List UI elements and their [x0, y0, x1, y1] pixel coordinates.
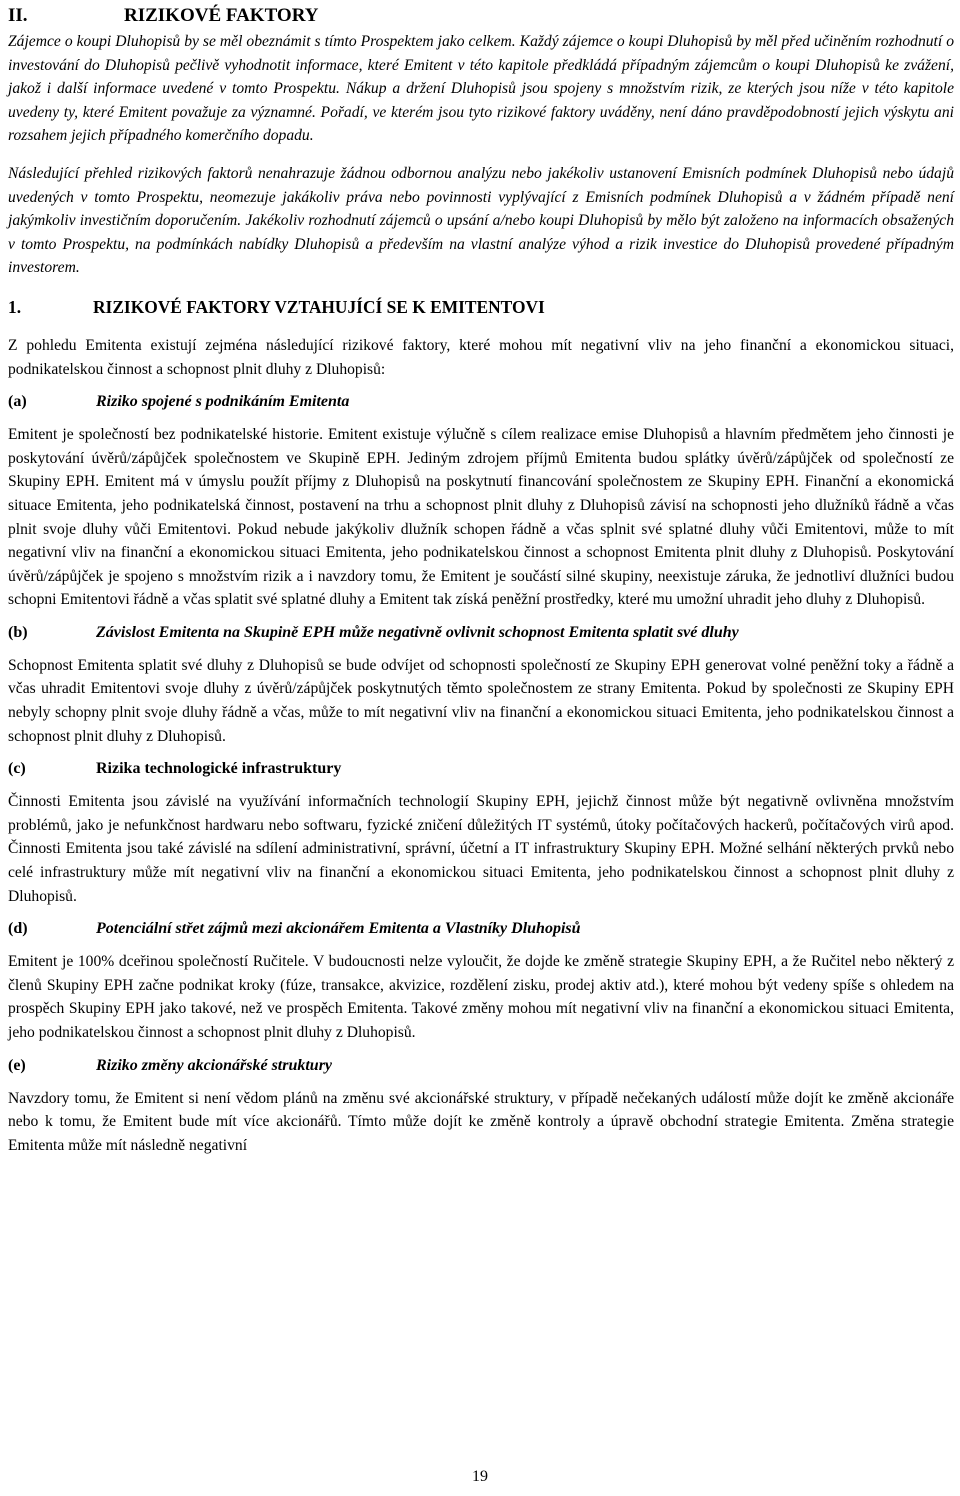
risk-heading-c [8, 757, 954, 781]
risk-heading-e [8, 1054, 954, 1078]
section-number: 1. [8, 296, 22, 317]
intro-paragraph-1: Zájemce o koupi Dluhopisů by se měl obeznámit s tímto Prospektem jako celkem. Každý zájemce o koupi Dluhopisů by měl před učiněním rozhodnutí o investování do Dluhopisů pečlivě vyhodnotit informace, které Emitent v této kapitole předkládá případným zájemcům o koupi Dluhopisů ke zvážení, jakož i další informace uvedené v tomto Prospektu. Nákup a držení Dluhopisů jsou spojeny s množstvím rizik, ze kterých jsou níže v této kapitole uvedeny ty, které Emitent považuje za významné. Pořadí, ve kterém jsou tyto rizikové faktory uváděny, není dáno pravděpodobností jejich výskytu ani rozsahem jejich případného komerčního dopadu. [8, 33, 954, 145]
risk-text-a: Emitent je společností bez podnikatelské historie. Emitent existuje výlučně s cílem realizace emise Dluhopisů a hlavním předmětem jeho činnosti je poskytování úvěrů/zápůjček společnostem ve Skupině EPH. Jediným zdrojem příjmů Emitenta budou splátky úvěrů/zápůjček od společností ze Skupiny EPH. Emitent má v úmyslu použít příjmy z Dluhopisů na poskytnutí financování společnostem ze Skupiny EPH. Finanční a ekonomická situace Emitenta, jeho podnikatelská činnost, postavení na trhu a schopnost plnit dluhy z Dluhopisů závisí na schopnosti jeho dlužníků řádně a včas plnit svoje dluhy vůči Emitentovi. Pokud nebude jakýkoliv dlužník schopen řádně a včas splnit své splatné dluhy vůči Emitentovi, může to mít negativní vliv na finanční a ekonomickou situaci Emitenta, jeho podnikatelskou činnost a schopnost Emitenta plnit dluhy z Dluhopisů. Poskytování úvěrů/zápůjček je spojeno s množstvím rizik a i navzdory tomu, že Emitent je součástí silné skupiny, neexistuje záruka, že jednotliví dlužníci budou schopni Emitentovi řádně a včas splatit své splatné dluhy a Emitent tak získá peněžní prostředky, které mu umožní uhradit jeho dluhy z Dluhopisů. [8, 426, 954, 609]
chapter-title: RIZIKOVÉ FAKTORY [124, 5, 319, 26]
risk-heading-a [8, 390, 954, 414]
section-intro: Z pohledu Emitenta existují zejména následující rizikové faktory, které mohou mít negativní vliv na jeho finanční a ekonomickou situaci, podnikatelskou činnost a schopnost plnit dluhy z Dluhopisů: [8, 336, 954, 378]
risk-text-b: Schopnost Emitenta splatit své dluhy z Dluhopisů se bude odvíjet od schopnosti společností ze Skupiny EPH generovat volné peněžní toky a řádně a včas uhradit Emitentovi svoje dluhy z úvěrů/zápůjček poskytnutých těmto společnostem ze strany Emitenta. Pokud by společnosti ze Skupiny EPH nebyly schopny plnit svoje dluhy řádně a včas, může to mít negativní vliv na finanční a ekonomickou situaci Emitenta, jeho podnikatelskou činnost a schopnost plnit dluhy z Dluhopisů. [8, 656, 954, 745]
risk-title: Rizika technologické infrastruktury [96, 760, 342, 778]
risk-label: (d) [8, 920, 28, 938]
chapter-heading [8, 0, 954, 30]
intro-paragraph-2: Následující přehled rizikových faktorů nenahrazuje žádnou odbornou analýzu nebo jakékoliv ustanovení Emisních podmínek Dluhopisů nebo údajů uvedených v tomto Prospektu, neomezuje jakákoliv práva nebo povinnosti vyplývající z Emisních podmínek Dluhopisů a v žádném případě není jakýmkoliv investičním doporučením. Jakékoliv rozhodnutí zájemců o upsání a/nebo koupi Dluhopisů by mělo být založeno na informacích obsažených v tomto Prospektu, na podmínkách nabídky Dluhopisů a především na vlastní analýze výhod a rizik investice do Dluhopisů provedené případným investorem. [8, 164, 954, 277]
risk-text-c: Činnosti Emitenta jsou závislé na využívání informačních technologií Skupiny EPH, jejichž činnost může být negativně ovlivněna množstvím problémů, jako je nefunkčnost hardwaru nebo softwaru, fyzické zničení důležitých IT systémů, útoky počítačových hackerů, počítačových virů apod. Činnosti Emitenta jsou také závislé na sdílení administrativní, správní, účetní a IT infrastruktury Skupiny EPH. Možné selhání některých prvků nebo celé infrastruktury může mít negativní vliv na finanční a ekonomickou situaci Emitenta, jeho podnikatelskou činnost a schopnost plnit dluhy z Dluhopisů. [8, 793, 954, 905]
risk-text-e: Navzdory tomu, že Emitent si není vědom plánů na změnu své akcionářské struktury, v případě nečekaných událostí může dojít ke změně akcionáře nebo k tomu, že Emitent bude mít více akcionářů. Tímto může dojít ke změně kontroly a úpravě obchodní strategie Emitenta. Změna strategie Emitenta může mít následně negativní [8, 1089, 954, 1154]
chapter-number: II. [8, 5, 28, 26]
risk-label: (c) [8, 760, 26, 778]
risk-title: Riziko změny akcionářské struktury [96, 1056, 333, 1074]
section-title: RIZIKOVÉ FAKTORY VZTAHUJÍCÍ SE K EMITENTOVI [93, 296, 545, 317]
risk-label: (b) [8, 623, 28, 641]
page-number: 19 [472, 1468, 488, 1485]
risk-label: (e) [8, 1056, 26, 1074]
risk-title: Závislost Emitenta na Skupině EPH může negativně ovlivnit schopnost Emitenta splatit své dluhy [96, 623, 739, 641]
risk-heading-b [8, 621, 954, 645]
risk-label: (a) [8, 393, 27, 411]
risk-title: Potenciální střet zájmů mezi akcionářem Emitenta a Vlastníky Dluhopisů [96, 920, 581, 938]
section-heading [8, 294, 954, 320]
risk-title: Riziko spojené s podnikáním Emitenta [96, 393, 350, 411]
risk-text-d: Emitent je 100% dceřinou společností Ručitele. V budoucnosti nelze vyloučit, že dojde ke změně strategie Skupiny EPH, a že Ručitel nebo některý z členů Skupiny EPH začne podnikat kroky (fúze, transakce, akvizice, rozdělení zisku, prodej aktiv atd.), které mohou být vedeny spíše s ohledem na prospěch Skupiny EPH jako takové, než ve prospěch Emitenta. Takové změny mohou mít negativní vliv na finanční a ekonomickou situaci Emitenta, jeho podnikatelskou činnost a schopnost plnit dluhy z Dluhopisů. [8, 953, 954, 1041]
risk-heading-d [8, 917, 954, 941]
